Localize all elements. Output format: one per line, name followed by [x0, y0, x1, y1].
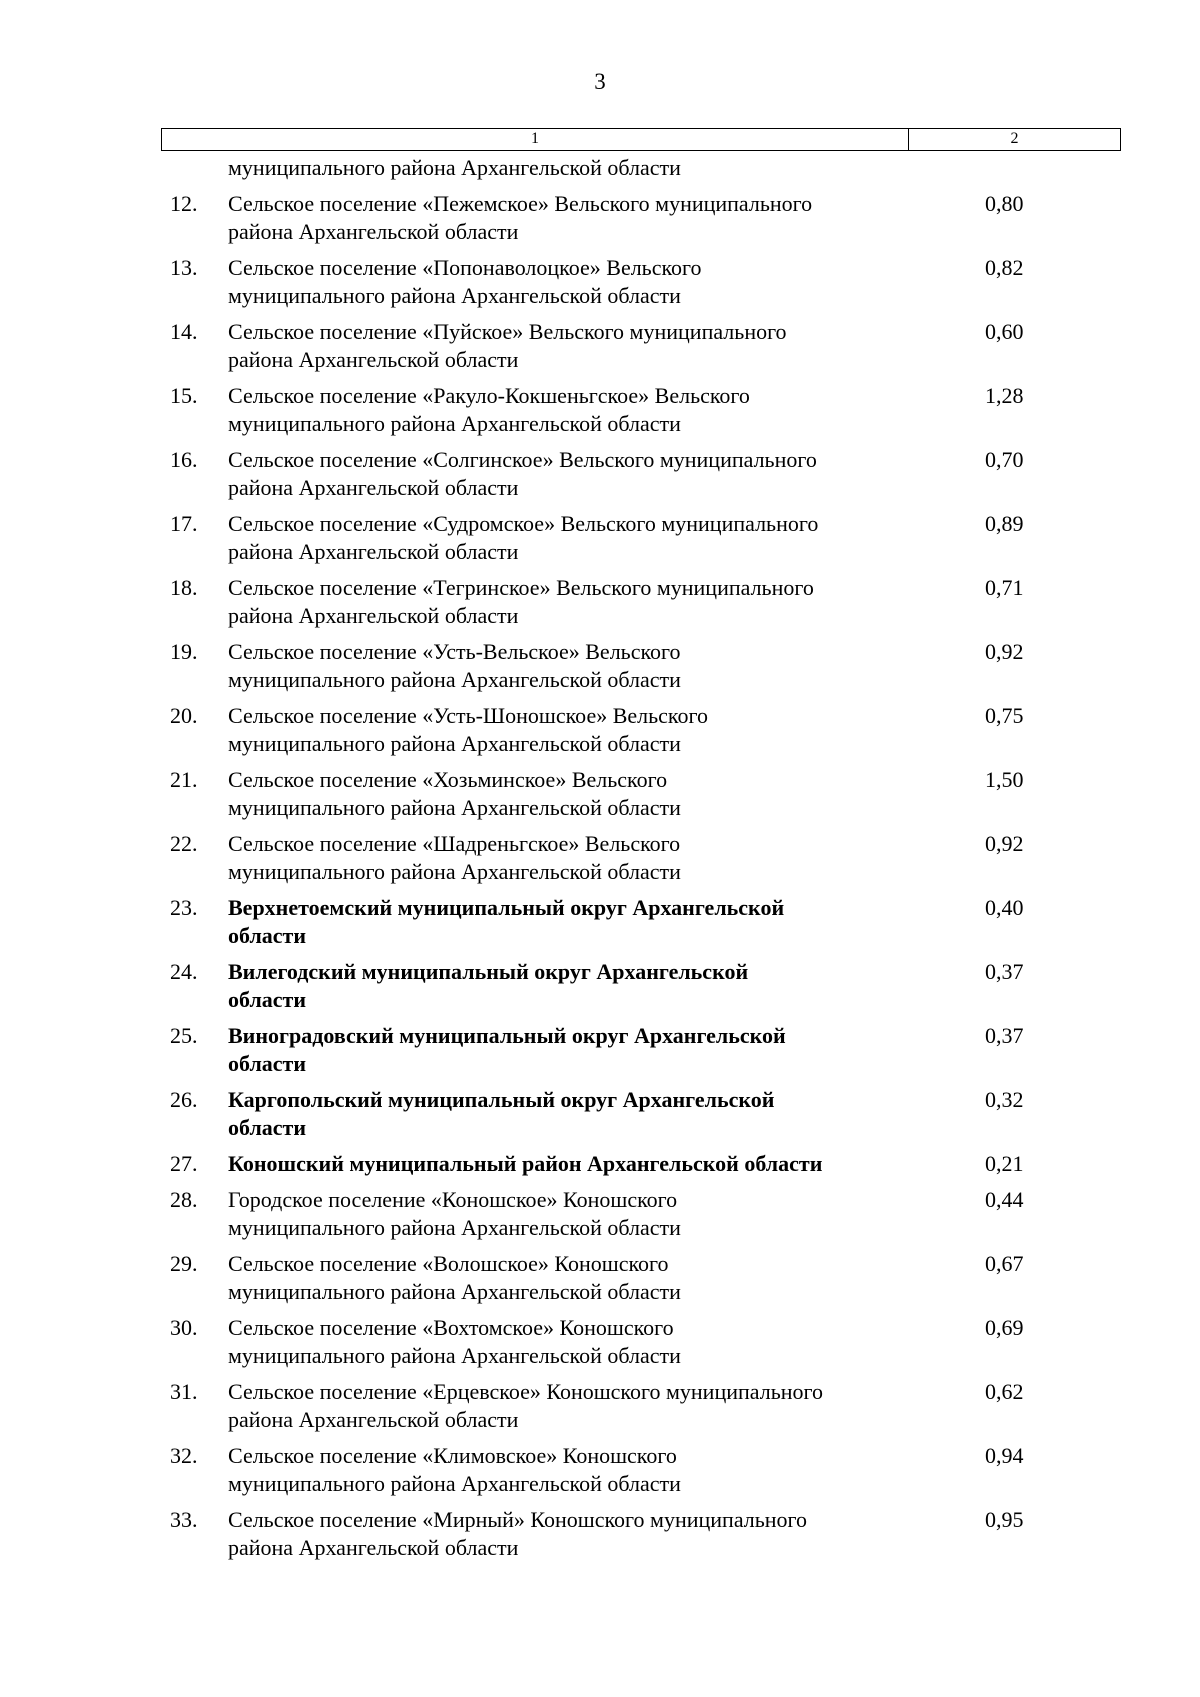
row-number: 27. — [170, 1151, 198, 1176]
row-value: 0,37 — [985, 959, 1024, 984]
table-row — [0, 190, 1200, 254]
table-row — [0, 1378, 1200, 1442]
table-row — [0, 702, 1200, 766]
row-name: Верхнетоемский муниципальный округ Архангельской области — [228, 895, 785, 948]
row-value: 1,28 — [985, 383, 1024, 408]
row-value: 0,80 — [985, 191, 1024, 216]
table-row — [0, 766, 1200, 830]
row-number: 17. — [170, 511, 198, 536]
table-row — [0, 254, 1200, 318]
row-name: Городское поселение «Коношское» Коношского муниципального района Архангельской области — [228, 1187, 681, 1240]
row-value: 1,50 — [985, 767, 1024, 792]
row-name: Сельское поселение «Усть-Вельское» Вельского муниципального района Архангельской области — [228, 639, 681, 692]
row-value: 0,70 — [985, 447, 1024, 472]
row-value: 0,82 — [985, 255, 1024, 280]
row-number: 21. — [170, 767, 198, 792]
table-row — [0, 1314, 1200, 1378]
row-value: 0,92 — [985, 639, 1024, 664]
row-name: Сельское поселение «Волошское» Коношского муниципального района Архангельской области — [228, 1251, 681, 1304]
row-name: Коношский муниципальный район Архангельской области — [228, 1151, 823, 1176]
table-row — [0, 574, 1200, 638]
row-name: Сельское поселение «Ракуло-Кокшеньгское» Вельского муниципального района Архангельской области — [228, 383, 750, 436]
table-row — [0, 446, 1200, 510]
row-value: 0,89 — [985, 511, 1024, 536]
row-name: Сельское поселение «Тегринское» Вельского муниципального района Архангельской области — [228, 575, 814, 628]
table-row — [0, 1186, 1200, 1250]
row-number: 28. — [170, 1187, 198, 1212]
row-number: 23. — [170, 895, 198, 920]
table-header-col2: 2 — [1010, 130, 1019, 147]
row-name: Сельское поселение «Шадреньгское» Вельского муниципального района Архангельской области — [228, 831, 681, 884]
row-number: 14. — [170, 319, 198, 344]
row-number: 19. — [170, 639, 198, 664]
row-value: 0,94 — [985, 1443, 1024, 1468]
row-name: Сельское поселение «Мирный» Коношского муниципального района Архангельской области — [228, 1507, 808, 1560]
row-number: 22. — [170, 831, 198, 856]
table-row — [0, 1442, 1200, 1506]
row-value: 0,71 — [985, 575, 1024, 600]
row-value: 0,62 — [985, 1379, 1024, 1404]
table-header-col1: 1 — [162, 129, 909, 150]
row-value: 0,69 — [985, 1315, 1024, 1340]
row-number: 30. — [170, 1315, 198, 1340]
table-row — [0, 382, 1200, 446]
row-number: 31. — [170, 1379, 198, 1404]
row-name: Сельское поселение «Судромское» Вельского муниципального района Архангельской области — [228, 511, 819, 564]
row-value: 0,75 — [985, 703, 1024, 728]
row-number: 33. — [170, 1507, 198, 1532]
row-number: 18. — [170, 575, 198, 600]
continuation-text: муниципального района Архангельской области — [228, 155, 681, 180]
table-row — [0, 318, 1200, 382]
table-row — [0, 830, 1200, 894]
table-row — [0, 638, 1200, 702]
row-name: Сельское поселение «Усть-Шоношское» Вельского муниципального района Архангельской области — [228, 703, 708, 756]
table-row — [0, 1150, 1200, 1186]
page-number: 3 — [594, 69, 606, 94]
row-value: 0,40 — [985, 895, 1024, 920]
row-name: Сельское поселение «Солгинское» Вельского муниципального района Архангельской области — [228, 447, 817, 500]
row-value: 0,32 — [985, 1087, 1024, 1112]
row-number: 24. — [170, 959, 198, 984]
row-name: Сельское поселение «Пуйское» Вельского муниципального района Архангельской области — [228, 319, 787, 372]
row-value: 0,21 — [985, 1151, 1024, 1176]
row-name: Виноградовский муниципальный округ Архангельской области — [228, 1023, 786, 1076]
row-value: 0,67 — [985, 1251, 1024, 1276]
row-number: 12. — [170, 191, 198, 216]
table-row — [0, 510, 1200, 574]
row-number: 15. — [170, 383, 198, 408]
table-row — [0, 1022, 1200, 1086]
row-name: Сельское поселение «Климовское» Коношского муниципального района Архангельской области — [228, 1443, 681, 1496]
row-number: 16. — [170, 447, 198, 472]
row-number: 29. — [170, 1251, 198, 1276]
row-value: 0,44 — [985, 1187, 1024, 1212]
row-number: 26. — [170, 1087, 198, 1112]
table-row — [0, 1250, 1200, 1314]
row-value: 0,60 — [985, 319, 1024, 344]
table-row — [0, 958, 1200, 1022]
table-header — [161, 128, 1121, 151]
row-name: Сельское поселение «Попонаволоцкое» Вельского муниципального района Архангельской области — [228, 255, 702, 308]
row-list — [0, 190, 1200, 1570]
row-number: 25. — [170, 1023, 198, 1048]
table-row — [0, 1086, 1200, 1150]
row-number: 20. — [170, 703, 198, 728]
row-number: 13. — [170, 255, 198, 280]
row-name: Сельское поселение «Хозьминское» Вельского муниципального района Архангельской области — [228, 767, 681, 820]
row-name: Сельское поселение «Ерцевское» Коношского муниципального района Архангельской области — [228, 1379, 823, 1432]
row-name: Сельское поселение «Пежемское» Вельского муниципального района Архангельской области — [228, 191, 813, 244]
row-value: 0,37 — [985, 1023, 1024, 1048]
table-row — [0, 894, 1200, 958]
row-value: 0,95 — [985, 1507, 1024, 1532]
row-name: Каргопольский муниципальный округ Архангельской области — [228, 1087, 775, 1140]
row-name: Вилегодский муниципальный округ Архангельской области — [228, 959, 749, 1012]
row-number: 32. — [170, 1443, 198, 1468]
table-row — [0, 1506, 1200, 1570]
row-value: 0,92 — [985, 831, 1024, 856]
row-name: Сельское поселение «Вохтомское» Коношского муниципального района Архангельской области — [228, 1315, 681, 1368]
